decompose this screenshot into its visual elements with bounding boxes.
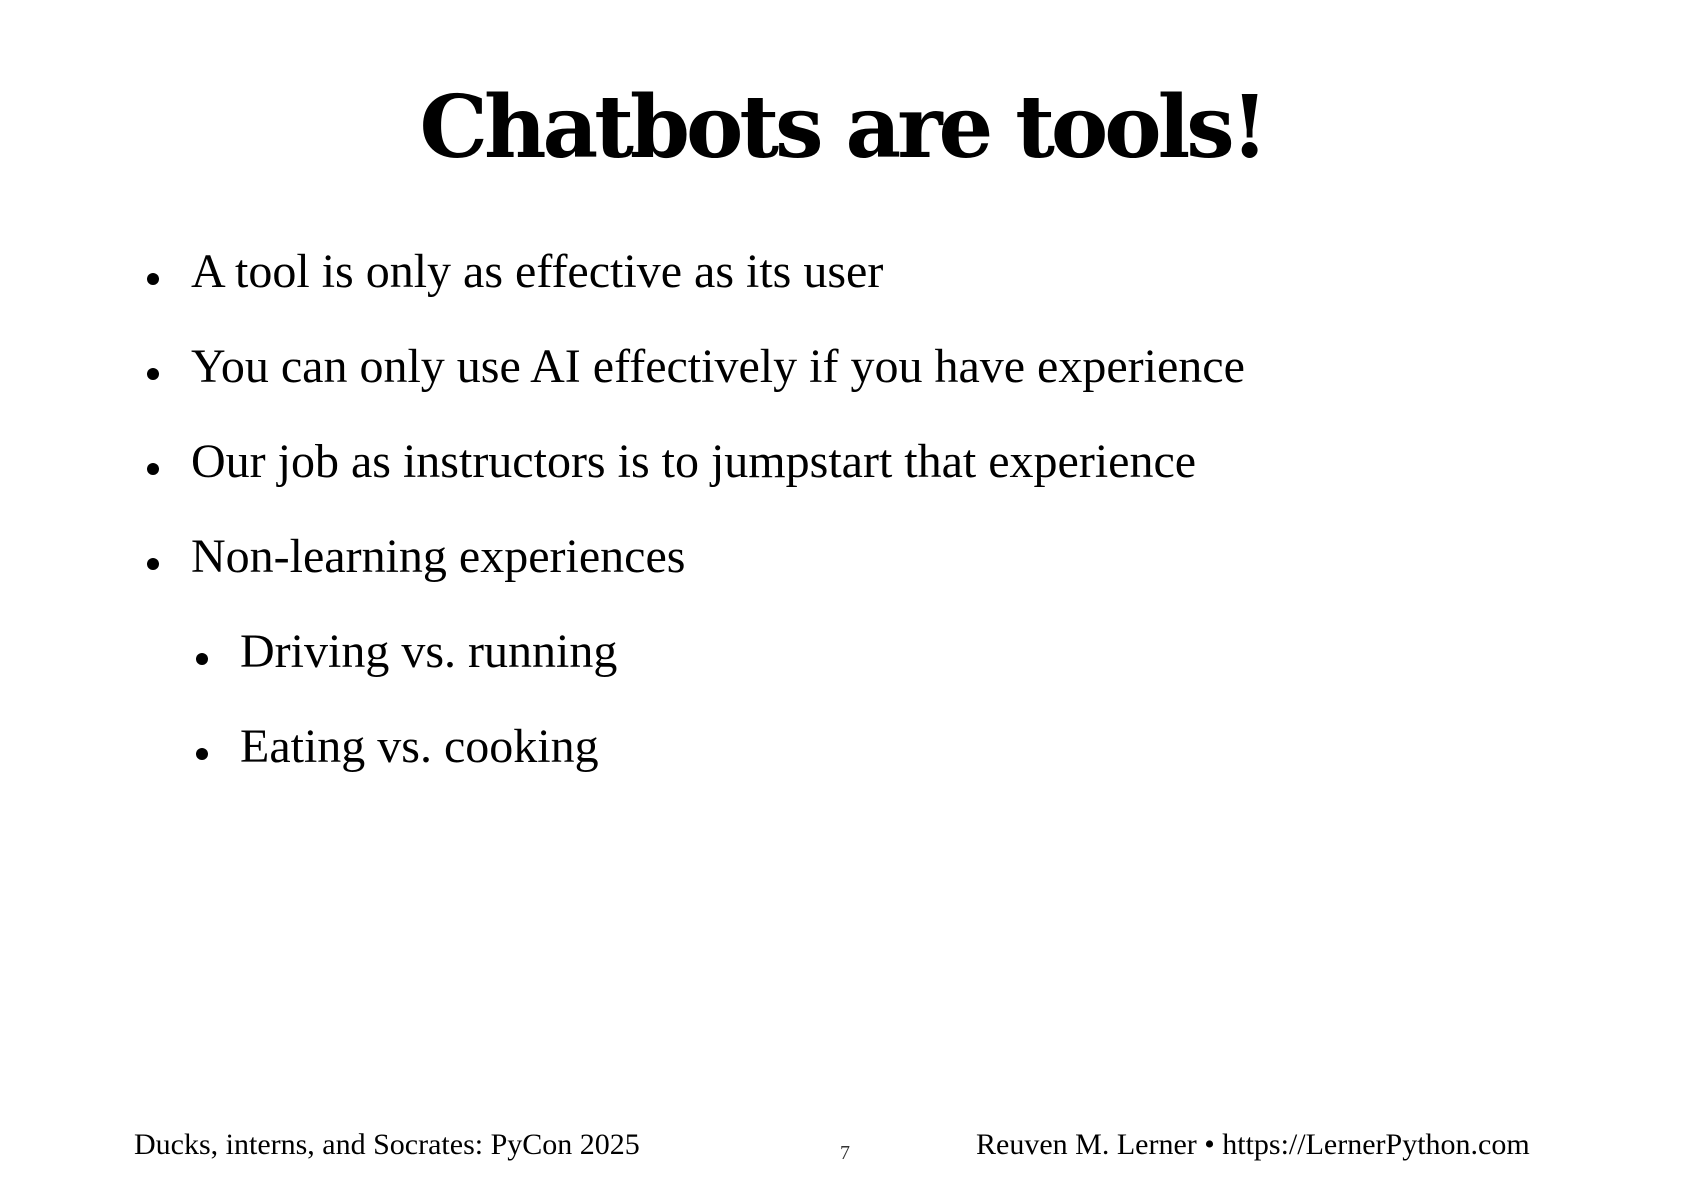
bullet-text: You can only use AI effectively if you have experience — [191, 340, 1245, 393]
slide-title: Chatbots are tools! — [419, 77, 1265, 178]
bullet-list — [147, 244, 1245, 814]
bullet-dot-icon — [147, 273, 159, 285]
bullet-dot-icon — [196, 653, 208, 665]
bullet-item — [147, 434, 1245, 529]
page-number: 7 — [840, 1142, 850, 1164]
bullet-text: Our job as instructors is to jumpstart that experience — [191, 435, 1197, 488]
bullet-text: A tool is only as effective as its user — [191, 245, 884, 298]
footer-author: Reuven M. Lerner • https://LernerPython.com — [976, 1128, 1530, 1161]
bullet-item — [147, 529, 1245, 624]
bullet-text: Non-learning experiences — [191, 530, 686, 583]
bullet-item — [147, 339, 1245, 434]
footer-talk-title: Ducks, interns, and Socrates: PyCon 2025 — [134, 1128, 640, 1161]
sub-bullet-item — [147, 624, 1245, 719]
bullet-item — [147, 244, 1245, 339]
sub-bullet-item — [147, 719, 1245, 814]
bullet-dot-icon — [196, 748, 208, 760]
sub-bullet-text: Eating vs. cooking — [240, 720, 599, 773]
bullet-dot-icon — [147, 558, 159, 570]
bullet-dot-icon — [147, 368, 159, 380]
bullet-dot-icon — [147, 463, 159, 475]
sub-bullet-text: Driving vs. running — [240, 625, 618, 678]
